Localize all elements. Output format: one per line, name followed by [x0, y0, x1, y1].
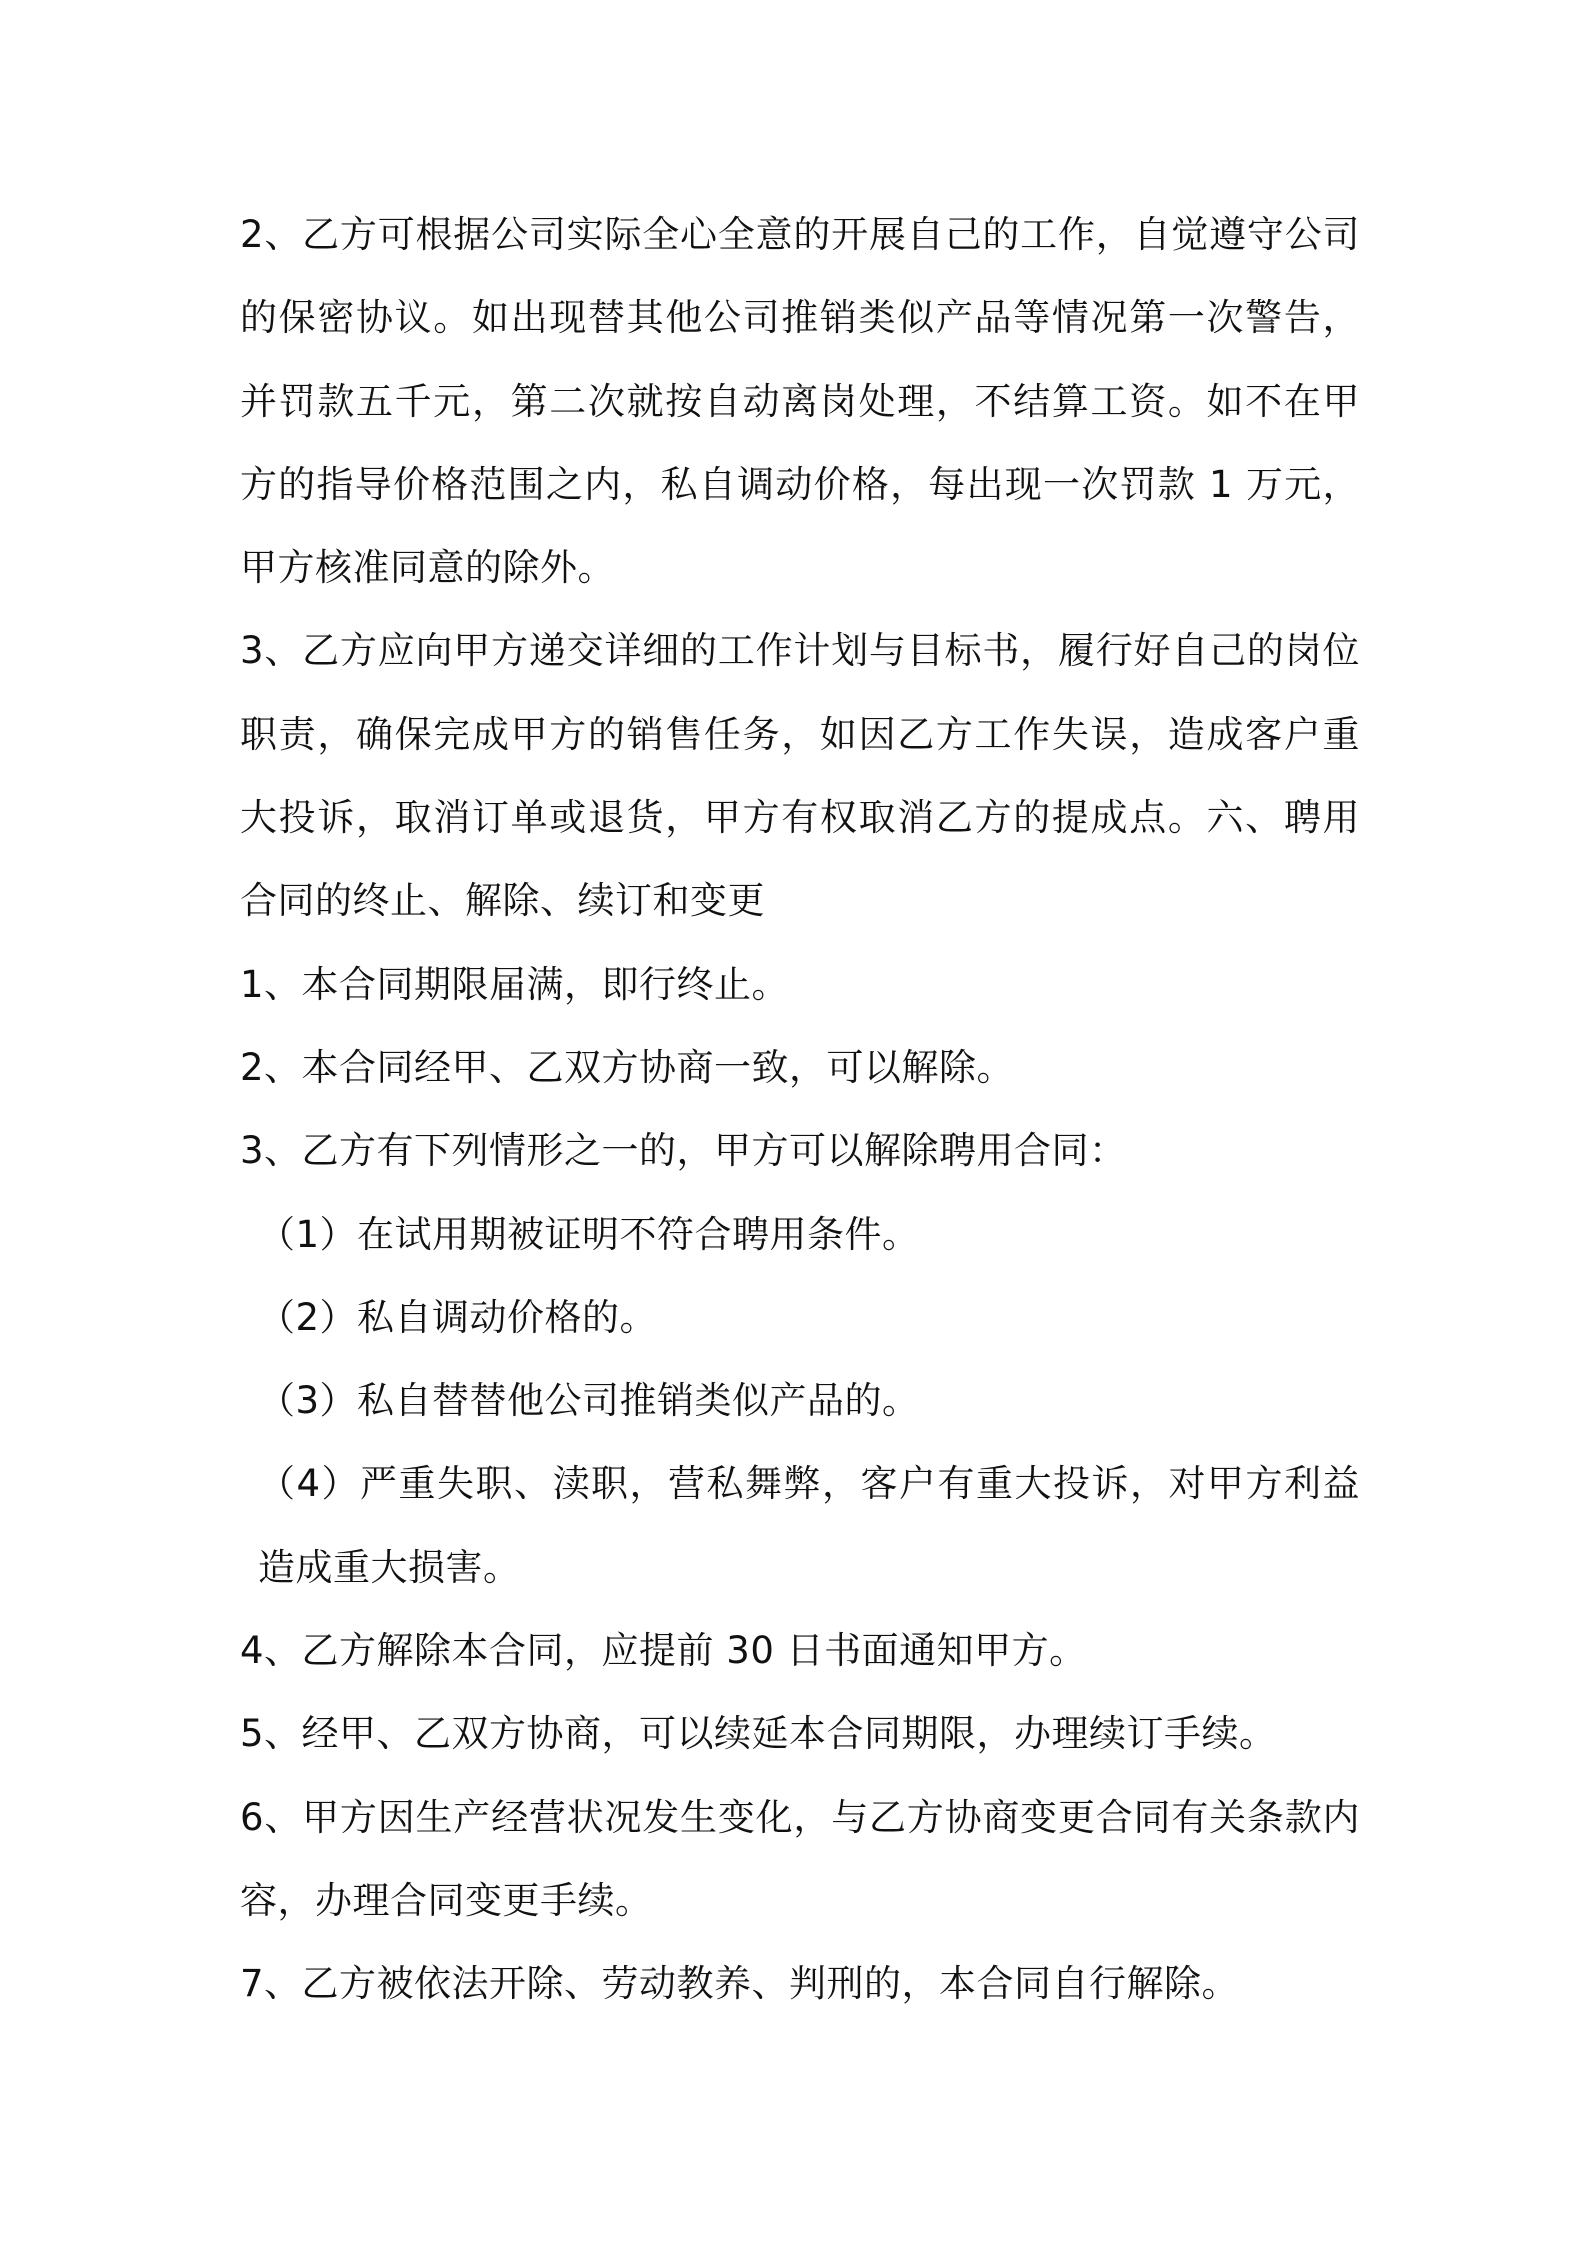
- paragraph-term-expiry: 1、本合同期限届满，即行终止。: [240, 962, 790, 1006]
- document-body: [240, 193, 1360, 2026]
- paragraph-contract-change: 6、甲方因生产经营状况发生变化，与乙方协商变更合同有关条款内容，办理合同变更手续。: [240, 1795, 1360, 1922]
- list-item-misconduct: （4）严重失职、渎职，营私舞弊，客户有重大投诉，对甲方利益造成重大损害。: [258, 1462, 1360, 1589]
- paragraph-confidentiality: 2、乙方可根据公司实际全心全意的开展自己的工作，自觉遵守公司的保密协议。如出现替其他公司推销类似产品等情况第一次警告，并罚款五千元，第二次就按自动离岗处理，不结算工资。如不在甲方的指导价格范围之内，私自调动价格，每出现一次罚款 1 万元，甲方核准同意的除外。: [240, 213, 1360, 590]
- list-item-price-adjustment: （2）私自调动价格的。: [258, 1295, 658, 1339]
- paragraph-renewal: 5、经甲、乙双方协商，可以续延本合同期限，办理续订手续。: [240, 1712, 1277, 1756]
- paragraph-termination-conditions: 3、乙方有下列情形之一的，甲方可以解除聘用合同：: [240, 1129, 1127, 1173]
- paragraph-notice-period: 4、乙方解除本合同，应提前 30 日书面通知甲方。: [240, 1629, 1087, 1673]
- paragraph-mutual-termination: 2、本合同经甲、乙双方协商一致，可以解除。: [240, 1045, 1015, 1089]
- paragraph-automatic-termination: 7、乙方被依法开除、劳动教养、判刑的，本合同自行解除。: [240, 1962, 1240, 2006]
- list-item-probation: （1）在试用期被证明不符合聘用条件。: [258, 1212, 920, 1256]
- list-item-competitor-sales: （3）私自替替他公司推销类似产品的。: [258, 1379, 920, 1423]
- paragraph-work-plan: 3、乙方应向甲方递交详细的工作计划与目标书，履行好自己的岗位职责，确保完成甲方的销售任务，如因乙方工作失误，造成客户重大投诉，取消订单或退货，甲方有权取消乙方的提成点。六、聘用合同的终止、解除、续订和变更: [240, 629, 1360, 923]
